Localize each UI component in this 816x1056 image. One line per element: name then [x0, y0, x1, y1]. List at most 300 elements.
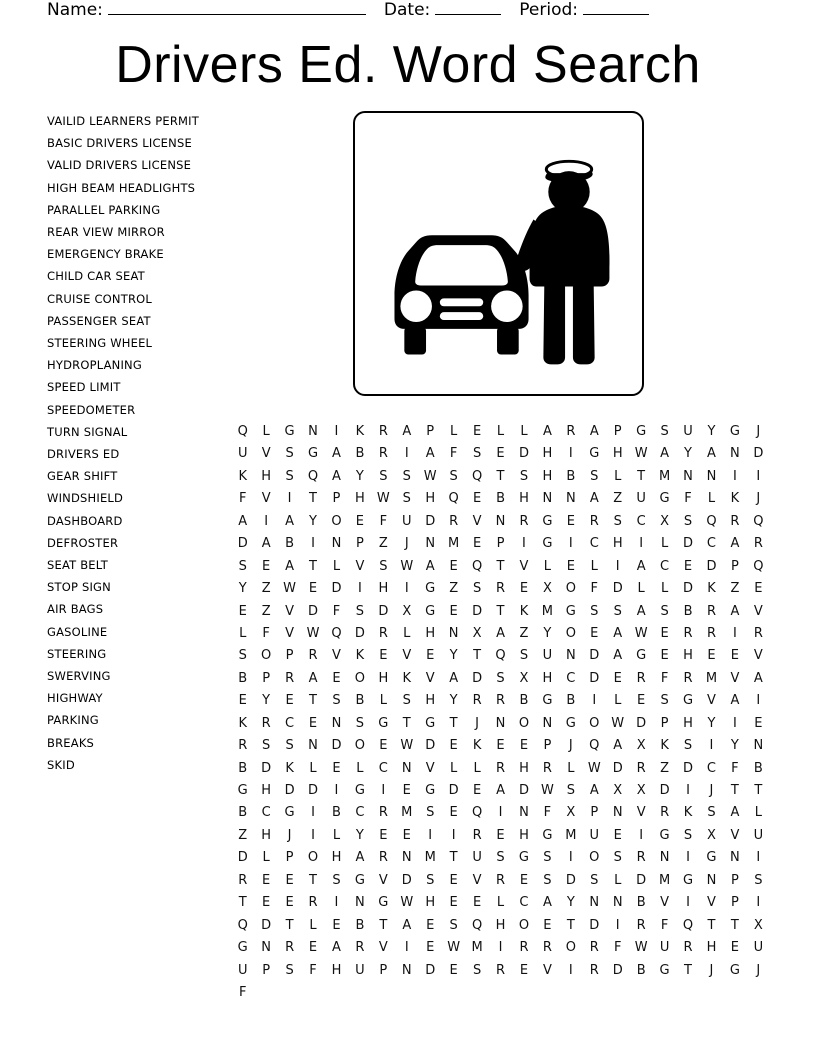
grid-cell[interactable]: U: [589, 827, 600, 843]
grid-cell[interactable]: R: [660, 805, 670, 821]
grid-cell[interactable]: I: [592, 693, 597, 709]
grid-cell[interactable]: M: [705, 670, 718, 686]
grid-cell[interactable]: I: [287, 491, 292, 507]
grid-cell[interactable]: E: [566, 513, 575, 529]
grid-cell[interactable]: S: [590, 603, 599, 619]
grid-cell[interactable]: E: [449, 805, 458, 821]
grid-cell[interactable]: H: [542, 446, 553, 462]
grid-cell[interactable]: N: [261, 940, 272, 956]
grid-cell[interactable]: B: [355, 917, 365, 933]
grid-cell[interactable]: S: [660, 693, 669, 709]
grid-cell[interactable]: Y: [684, 446, 692, 462]
grid-cell[interactable]: P: [730, 872, 739, 888]
grid-cell[interactable]: Q: [307, 468, 319, 484]
grid-cell[interactable]: Z: [261, 603, 271, 619]
grid-cell[interactable]: C: [285, 715, 295, 731]
grid-cell[interactable]: G: [542, 513, 553, 529]
grid-cell[interactable]: H: [425, 491, 436, 507]
grid-cell[interactable]: L: [309, 917, 317, 933]
grid-cell[interactable]: F: [238, 984, 247, 1000]
grid-cell[interactable]: E: [285, 895, 294, 911]
grid-cell[interactable]: O: [307, 850, 319, 866]
grid-cell[interactable]: L: [496, 424, 505, 439]
grid-cell[interactable]: K: [519, 603, 529, 619]
grid-cell[interactable]: B: [238, 760, 248, 776]
grid-cell[interactable]: L: [567, 760, 575, 776]
grid-cell[interactable]: D: [683, 581, 694, 597]
grid-cell[interactable]: P: [379, 962, 388, 978]
grid-cell[interactable]: A: [636, 558, 646, 574]
grid-cell[interactable]: A: [355, 850, 365, 866]
grid-cell[interactable]: W: [376, 491, 390, 507]
grid-cell[interactable]: L: [520, 424, 528, 439]
grid-cell[interactable]: T: [730, 783, 739, 798]
grid-cell[interactable]: D: [425, 962, 436, 978]
grid-cell[interactable]: D: [378, 603, 389, 619]
grid-cell[interactable]: P: [262, 962, 271, 978]
grid-cell[interactable]: F: [449, 446, 458, 462]
grid-cell[interactable]: A: [542, 895, 552, 911]
period-input-rule[interactable]: [583, 0, 649, 15]
grid-cell[interactable]: G: [589, 446, 600, 462]
grid-cell[interactable]: N: [542, 491, 553, 507]
grid-cell[interactable]: V: [425, 670, 435, 686]
grid-cell[interactable]: S: [683, 827, 693, 843]
grid-cell[interactable]: I: [615, 917, 620, 933]
grid-cell[interactable]: O: [565, 625, 576, 641]
grid-cell[interactable]: N: [683, 468, 693, 484]
grid-cell[interactable]: G: [682, 693, 694, 709]
grid-cell[interactable]: E: [262, 872, 271, 888]
grid-cell[interactable]: E: [449, 738, 458, 754]
grid-cell[interactable]: L: [379, 693, 387, 709]
grid-cell[interactable]: H: [683, 715, 693, 731]
grid-cell[interactable]: S: [707, 805, 716, 821]
grid-cell[interactable]: E: [660, 648, 669, 664]
grid-cell[interactable]: E: [637, 693, 646, 709]
grid-cell[interactable]: R: [519, 513, 529, 529]
grid-cell[interactable]: V: [285, 603, 295, 619]
grid-cell[interactable]: U: [237, 962, 248, 978]
grid-cell[interactable]: S: [660, 603, 669, 619]
grid-cell[interactable]: G: [284, 805, 295, 821]
grid-cell[interactable]: T: [684, 962, 692, 978]
grid-cell[interactable]: K: [355, 648, 365, 664]
grid-cell[interactable]: Y: [355, 827, 364, 843]
grid-cell[interactable]: L: [637, 581, 645, 597]
grid-cell[interactable]: U: [355, 962, 365, 978]
grid-cell[interactable]: A: [332, 940, 341, 956]
grid-cell[interactable]: R: [261, 715, 271, 731]
grid-cell[interactable]: J: [568, 738, 573, 754]
grid-cell[interactable]: W: [587, 760, 601, 776]
grid-cell[interactable]: R: [378, 625, 388, 641]
grid-cell[interactable]: F: [262, 625, 270, 641]
grid-cell[interactable]: I: [756, 468, 761, 484]
grid-cell[interactable]: B: [683, 603, 693, 619]
grid-cell[interactable]: E: [449, 558, 458, 574]
grid-cell[interactable]: S: [426, 872, 435, 888]
grid-cell[interactable]: H: [519, 827, 529, 843]
grid-cell[interactable]: E: [449, 895, 458, 911]
grid-cell[interactable]: V: [261, 446, 271, 462]
grid-cell[interactable]: K: [238, 715, 247, 731]
grid-cell[interactable]: C: [706, 760, 716, 776]
grid-cell[interactable]: S: [238, 558, 247, 574]
grid-cell[interactable]: S: [543, 872, 552, 888]
grid-cell[interactable]: E: [379, 648, 388, 664]
grid-cell[interactable]: D: [636, 872, 647, 888]
grid-cell[interactable]: R: [472, 693, 482, 709]
grid-cell[interactable]: N: [730, 850, 740, 866]
grid-cell[interactable]: O: [565, 940, 576, 956]
grid-cell[interactable]: T: [449, 715, 458, 731]
grid-cell[interactable]: E: [426, 648, 435, 664]
grid-cell[interactable]: S: [613, 603, 622, 619]
grid-cell[interactable]: D: [237, 850, 248, 866]
grid-cell[interactable]: E: [496, 446, 505, 462]
grid-cell[interactable]: E: [472, 783, 482, 798]
grid-cell[interactable]: J: [709, 962, 714, 978]
grid-cell[interactable]: K: [660, 738, 669, 754]
grid-cell[interactable]: T: [309, 872, 317, 888]
grid-cell[interactable]: A: [613, 625, 623, 641]
grid-cell[interactable]: S: [613, 850, 622, 866]
grid-cell[interactable]: G: [354, 872, 365, 888]
grid-cell[interactable]: H: [331, 850, 342, 866]
grid-cell[interactable]: E: [590, 625, 599, 641]
grid-cell[interactable]: R: [542, 760, 552, 776]
grid-cell[interactable]: E: [355, 513, 365, 529]
grid-cell[interactable]: V: [472, 872, 482, 888]
grid-cell[interactable]: D: [612, 962, 623, 978]
grid-cell[interactable]: D: [589, 648, 600, 664]
grid-cell[interactable]: H: [612, 446, 623, 462]
grid-cell[interactable]: D: [565, 872, 576, 888]
grid-cell[interactable]: W: [634, 625, 648, 641]
grid-cell[interactable]: Q: [471, 468, 483, 484]
grid-cell[interactable]: X: [636, 738, 646, 754]
grid-cell[interactable]: R: [589, 513, 599, 529]
grid-cell[interactable]: I: [639, 827, 644, 843]
grid-cell[interactable]: K: [355, 424, 365, 439]
grid-cell[interactable]: X: [566, 805, 576, 821]
grid-cell[interactable]: B: [566, 468, 576, 484]
grid-cell[interactable]: D: [472, 603, 483, 619]
grid-cell[interactable]: G: [659, 827, 670, 843]
grid-cell[interactable]: T: [496, 468, 505, 484]
grid-cell[interactable]: S: [426, 805, 435, 821]
grid-cell[interactable]: I: [732, 468, 737, 484]
grid-cell[interactable]: A: [542, 424, 552, 439]
grid-cell[interactable]: V: [378, 940, 388, 956]
grid-cell[interactable]: H: [425, 625, 436, 641]
grid-cell[interactable]: S: [472, 962, 482, 978]
grid-cell[interactable]: Q: [753, 513, 764, 529]
grid-cell[interactable]: M: [658, 468, 671, 484]
grid-cell[interactable]: D: [237, 536, 248, 552]
grid-cell[interactable]: A: [613, 738, 623, 754]
grid-cell[interactable]: G: [636, 424, 647, 439]
grid-cell[interactable]: A: [308, 670, 318, 686]
grid-cell[interactable]: I: [334, 783, 339, 798]
grid-cell[interactable]: O: [261, 648, 272, 664]
grid-cell[interactable]: H: [519, 760, 529, 776]
grid-cell[interactable]: E: [285, 693, 294, 709]
grid-cell[interactable]: L: [543, 558, 552, 574]
grid-cell[interactable]: O: [589, 715, 600, 731]
grid-cell[interactable]: L: [660, 536, 669, 552]
grid-cell[interactable]: F: [613, 940, 622, 956]
grid-cell[interactable]: I: [428, 827, 433, 843]
grid-cell[interactable]: V: [425, 760, 435, 776]
grid-cell[interactable]: H: [542, 670, 553, 686]
grid-cell[interactable]: S: [519, 648, 529, 664]
grid-cell[interactable]: V: [285, 625, 295, 641]
grid-cell[interactable]: E: [332, 917, 341, 933]
grid-cell[interactable]: S: [379, 468, 388, 484]
grid-cell[interactable]: T: [754, 783, 763, 798]
grid-cell[interactable]: R: [683, 940, 693, 956]
grid-cell[interactable]: H: [683, 648, 693, 664]
grid-cell[interactable]: G: [542, 536, 553, 552]
grid-cell[interactable]: E: [660, 625, 669, 641]
grid-cell[interactable]: H: [495, 917, 506, 933]
grid-cell[interactable]: O: [354, 738, 366, 754]
grid-cell[interactable]: V: [636, 805, 646, 821]
grid-cell[interactable]: T: [730, 917, 739, 933]
grid-cell[interactable]: N: [308, 424, 318, 439]
grid-cell[interactable]: Z: [261, 581, 271, 597]
grid-cell[interactable]: I: [639, 536, 644, 552]
grid-cell[interactable]: E: [613, 827, 622, 843]
grid-cell[interactable]: B: [285, 536, 295, 552]
grid-cell[interactable]: P: [590, 805, 599, 821]
grid-cell[interactable]: Y: [707, 424, 716, 439]
grid-cell[interactable]: G: [706, 850, 717, 866]
grid-cell[interactable]: N: [331, 715, 342, 731]
grid-cell[interactable]: R: [496, 693, 506, 709]
grid-cell[interactable]: V: [730, 670, 740, 686]
grid-cell[interactable]: G: [729, 424, 740, 439]
grid-cell[interactable]: B: [355, 446, 365, 462]
grid-cell[interactable]: L: [754, 805, 762, 821]
grid-cell[interactable]: D: [425, 738, 436, 754]
grid-cell[interactable]: H: [425, 895, 436, 911]
grid-cell[interactable]: E: [449, 603, 458, 619]
grid-cell[interactable]: I: [709, 738, 714, 754]
grid-cell[interactable]: P: [285, 850, 294, 866]
grid-cell[interactable]: B: [332, 805, 341, 821]
grid-cell[interactable]: U: [636, 491, 646, 507]
grid-cell[interactable]: N: [495, 715, 506, 731]
grid-cell[interactable]: J: [756, 424, 761, 439]
grid-cell[interactable]: E: [754, 581, 763, 597]
grid-cell[interactable]: L: [590, 558, 598, 574]
grid-cell[interactable]: A: [425, 558, 435, 574]
grid-cell[interactable]: D: [659, 783, 670, 798]
grid-cell[interactable]: Q: [495, 648, 506, 664]
grid-cell[interactable]: V: [730, 827, 740, 843]
grid-cell[interactable]: Z: [449, 581, 459, 597]
grid-cell[interactable]: P: [426, 424, 435, 439]
grid-cell[interactable]: I: [686, 783, 690, 798]
grid-cell[interactable]: N: [519, 805, 529, 821]
grid-cell[interactable]: H: [519, 491, 529, 507]
grid-cell[interactable]: S: [332, 872, 341, 888]
grid-cell[interactable]: V: [707, 693, 716, 709]
grid-cell[interactable]: N: [565, 491, 576, 507]
grid-cell[interactable]: D: [518, 783, 529, 798]
grid-cell[interactable]: T: [309, 491, 317, 507]
grid-cell[interactable]: Y: [262, 693, 271, 709]
grid-cell[interactable]: P: [496, 536, 505, 552]
grid-cell[interactable]: K: [472, 738, 482, 754]
grid-cell[interactable]: W: [611, 715, 625, 731]
grid-cell[interactable]: W: [540, 783, 554, 798]
grid-cell[interactable]: G: [542, 693, 553, 709]
grid-cell[interactable]: V: [472, 513, 482, 529]
grid-cell[interactable]: D: [308, 783, 319, 798]
grid-cell[interactable]: L: [332, 558, 341, 574]
grid-cell[interactable]: Q: [753, 558, 764, 574]
grid-cell[interactable]: E: [308, 715, 318, 731]
grid-cell[interactable]: F: [660, 670, 669, 686]
grid-cell[interactable]: E: [379, 827, 388, 843]
grid-cell[interactable]: Z: [730, 581, 740, 597]
grid-cell[interactable]: U: [542, 648, 553, 664]
grid-cell[interactable]: L: [356, 760, 364, 776]
grid-cell[interactable]: K: [402, 670, 412, 686]
name-input-rule[interactable]: [108, 0, 366, 15]
grid-cell[interactable]: G: [425, 603, 436, 619]
grid-cell[interactable]: G: [425, 581, 436, 597]
grid-cell[interactable]: Y: [309, 513, 317, 529]
grid-cell[interactable]: I: [686, 850, 690, 866]
grid-cell[interactable]: R: [496, 581, 506, 597]
grid-cell[interactable]: I: [404, 446, 409, 462]
grid-cell[interactable]: D: [589, 670, 600, 686]
grid-cell[interactable]: E: [262, 895, 271, 911]
grid-cell[interactable]: X: [402, 603, 412, 619]
grid-cell[interactable]: E: [496, 827, 505, 843]
grid-cell[interactable]: W: [423, 468, 437, 484]
grid-cell[interactable]: R: [308, 648, 318, 664]
grid-cell[interactable]: G: [307, 446, 319, 462]
grid-cell[interactable]: R: [238, 738, 248, 754]
grid-cell[interactable]: R: [378, 446, 388, 462]
grid-cell[interactable]: N: [401, 962, 412, 978]
grid-cell[interactable]: J: [287, 827, 292, 843]
grid-cell[interactable]: K: [285, 760, 294, 776]
grid-cell[interactable]: G: [518, 850, 529, 866]
grid-cell[interactable]: E: [472, 895, 482, 911]
grid-cell[interactable]: T: [637, 468, 646, 484]
grid-cell[interactable]: H: [706, 940, 717, 956]
grid-cell[interactable]: K: [238, 468, 247, 484]
grid-cell[interactable]: S: [285, 738, 294, 754]
grid-cell[interactable]: T: [402, 715, 411, 731]
grid-cell[interactable]: A: [496, 783, 505, 798]
grid-cell[interactable]: A: [730, 805, 740, 821]
grid-cell[interactable]: W: [283, 581, 297, 597]
grid-cell[interactable]: F: [660, 917, 669, 933]
grid-cell[interactable]: X: [636, 783, 646, 798]
grid-cell[interactable]: U: [753, 827, 764, 843]
grid-cell[interactable]: H: [378, 670, 389, 686]
grid-cell[interactable]: L: [496, 895, 505, 911]
grid-cell[interactable]: Y: [449, 648, 458, 664]
grid-cell[interactable]: H: [355, 491, 365, 507]
grid-cell[interactable]: P: [613, 424, 622, 439]
grid-cell[interactable]: R: [496, 760, 506, 776]
grid-cell[interactable]: S: [449, 917, 458, 933]
grid-cell[interactable]: A: [332, 468, 341, 484]
grid-cell[interactable]: Z: [378, 536, 388, 552]
grid-cell[interactable]: A: [238, 513, 248, 529]
grid-cell[interactable]: T: [238, 895, 247, 911]
grid-cell[interactable]: I: [357, 581, 362, 597]
grid-cell[interactable]: G: [237, 783, 248, 798]
grid-cell[interactable]: J: [709, 783, 714, 798]
grid-cell[interactable]: L: [239, 625, 247, 641]
grid-cell[interactable]: R: [753, 625, 763, 641]
grid-cell[interactable]: Q: [237, 917, 248, 933]
grid-cell[interactable]: B: [355, 693, 365, 709]
grid-cell[interactable]: E: [519, 872, 529, 888]
grid-cell[interactable]: R: [542, 940, 552, 956]
grid-cell[interactable]: P: [660, 715, 669, 731]
grid-cell[interactable]: Q: [448, 491, 459, 507]
grid-cell[interactable]: L: [473, 760, 481, 776]
grid-cell[interactable]: Y: [730, 738, 739, 754]
grid-cell[interactable]: I: [381, 783, 386, 798]
grid-cell[interactable]: B: [238, 670, 248, 686]
grid-cell[interactable]: G: [682, 872, 694, 888]
grid-cell[interactable]: D: [331, 738, 342, 754]
grid-cell[interactable]: W: [306, 625, 320, 641]
grid-cell[interactable]: A: [332, 446, 341, 462]
grid-cell[interactable]: R: [636, 917, 646, 933]
grid-cell[interactable]: A: [589, 424, 599, 439]
grid-cell[interactable]: A: [285, 513, 295, 529]
grid-cell[interactable]: X: [660, 513, 670, 529]
grid-cell[interactable]: D: [308, 603, 319, 619]
grid-cell[interactable]: B: [636, 895, 646, 911]
grid-cell[interactable]: J: [404, 536, 409, 552]
grid-cell[interactable]: R: [449, 513, 459, 529]
grid-cell[interactable]: I: [522, 536, 526, 552]
grid-cell[interactable]: S: [262, 738, 271, 754]
grid-cell[interactable]: M: [401, 805, 413, 821]
grid-cell[interactable]: O: [518, 715, 530, 731]
grid-cell[interactable]: T: [707, 917, 716, 933]
grid-cell[interactable]: P: [730, 895, 739, 911]
grid-cell[interactable]: R: [285, 940, 295, 956]
grid-cell[interactable]: W: [400, 895, 414, 911]
grid-cell[interactable]: N: [542, 715, 553, 731]
grid-cell[interactable]: E: [472, 424, 482, 439]
grid-cell[interactable]: T: [285, 917, 294, 933]
grid-cell[interactable]: X: [542, 581, 552, 597]
grid-cell[interactable]: E: [332, 760, 341, 776]
grid-cell[interactable]: N: [425, 536, 436, 552]
grid-cell[interactable]: Q: [589, 738, 600, 754]
grid-cell[interactable]: E: [308, 940, 318, 956]
grid-cell[interactable]: I: [732, 715, 737, 731]
grid-cell[interactable]: A: [730, 536, 740, 552]
grid-cell[interactable]: N: [730, 446, 740, 462]
